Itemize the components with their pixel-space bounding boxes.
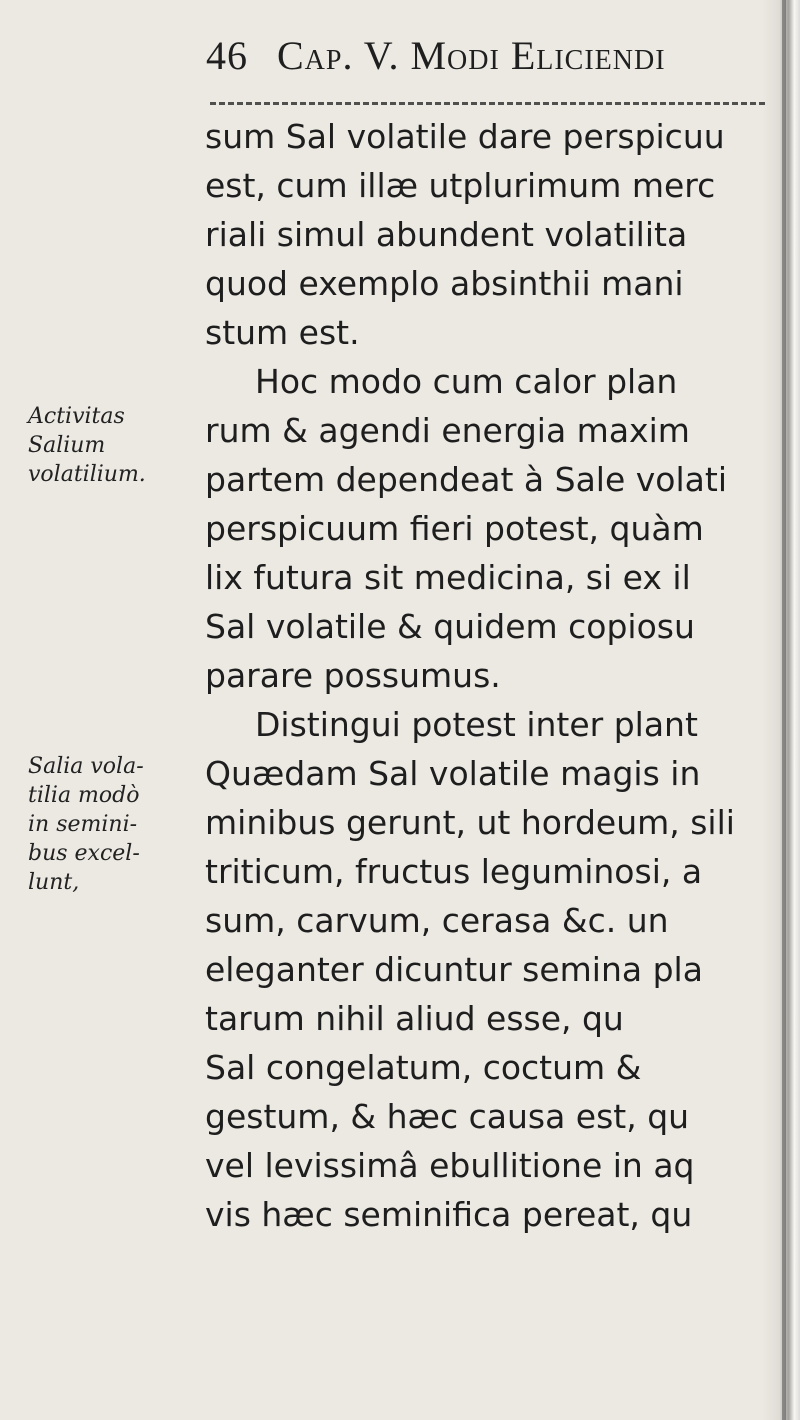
chapter-title: Cap. V. Modi Eliciendi [277,33,666,78]
marginal-line: bus excel- [28,841,140,866]
marginal-line: Salium [28,433,106,458]
marginal-line: volatilium. [28,462,146,487]
text-line: gestum, & hæc causa est, qu [205,1097,690,1136]
text-line: Sal congelatum, coctum & [205,1048,642,1087]
text-line: est, cum illæ utplurimum merc [205,166,716,205]
text-line: Hoc modo cum calor plan [255,362,678,401]
text-line: vel levissimâ ebullitione in aq [205,1146,695,1185]
text-line: parare possumus. [205,656,501,695]
text-line: minibus gerunt, ut hordeum, sili [205,803,735,842]
text-line: triticum, fructus leguminosi, a [205,852,703,891]
text-line: quod exemplo absinthii mani [205,264,684,303]
text-line: eleganter dicuntur semina pla [205,950,703,989]
marginal-note-activitas [28,402,146,489]
text-line: rum & agendi energia maxim [205,411,690,450]
page-edge-line [782,0,786,1420]
marginal-line: lunt, [28,870,80,895]
text-line: tarum nihil aliud esse, qu [205,999,624,1038]
text-line: sum Sal volatile dare perspicuu [205,117,725,156]
text-line: partem dependeat à Sale volati [205,460,727,499]
text-line: stum est. [205,313,360,352]
text-line: lix futura sit medicina, si ex il [205,558,691,597]
marginal-line: Salia vola- [28,754,144,779]
page-number: 46 [206,33,248,78]
text-line: sum, carvum, cerasa &c. un [205,901,669,940]
marginal-line: tilia modò [28,783,140,808]
text-line: Sal volatile & quidem copiosu [205,607,695,646]
text-line: perspicuum fieri potest, quàm [205,509,704,548]
marginal-note-salia [28,752,144,897]
text-line: riali simul abundent volatilita [205,215,688,254]
marginal-line: Activitas [28,404,125,429]
running-header [206,32,666,79]
marginal-line: in semini- [28,812,138,837]
text-line: Distingui potest inter plant [255,705,698,744]
text-line: vis hæc seminifica pereat, qu [205,1195,693,1234]
header-rule [210,102,765,105]
text-line: Quædam Sal volatile magis in [205,754,701,793]
body-text [205,112,770,1239]
page-binding-shadow [762,0,800,1420]
